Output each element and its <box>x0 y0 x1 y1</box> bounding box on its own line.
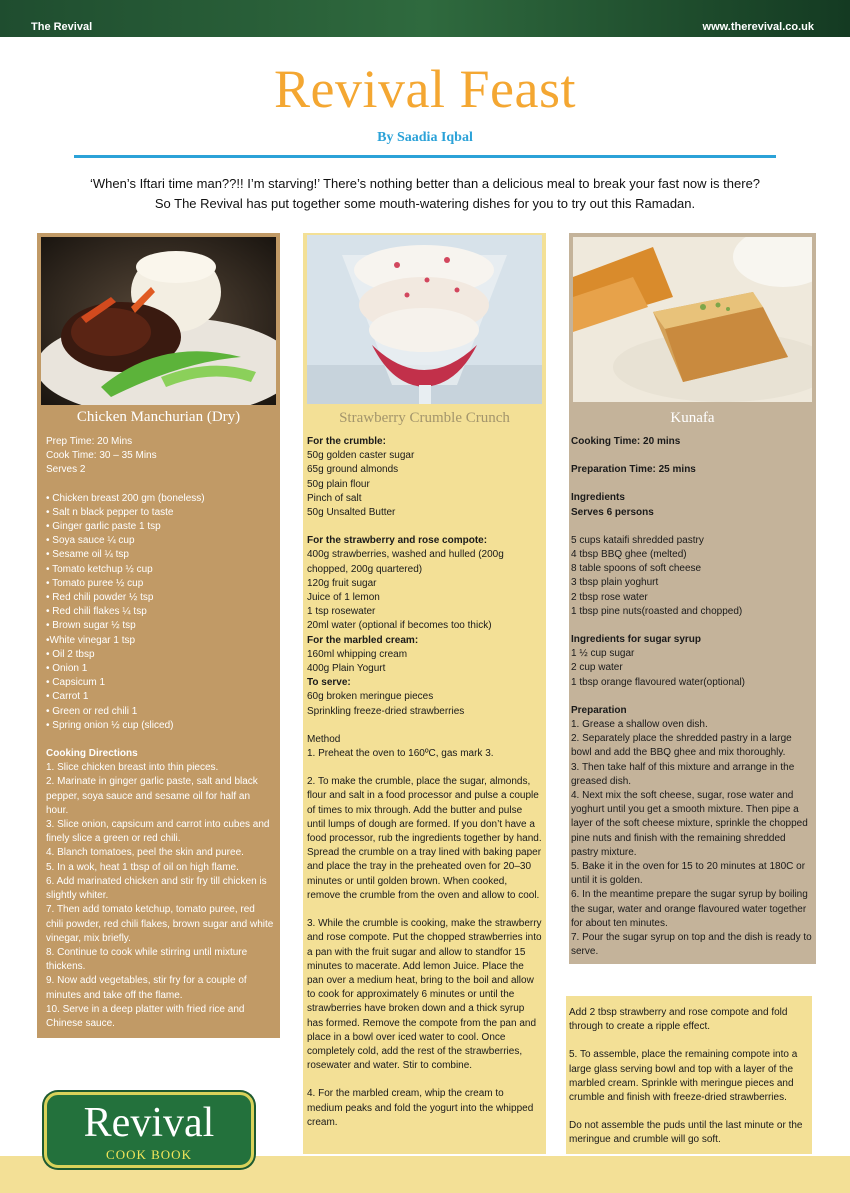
publication-name: The Revival <box>31 21 93 33</box>
preparation-step: 4. Next mix the soft cheese, sugar, rose water and yoghurt until you get a smooth mixture. Then pipe a layer of the soft cheese mixture, sprinkle the chopped pine nuts and finish with the remaining shredded pastry mixture. <box>571 790 808 858</box>
section-heading: Method <box>307 733 341 745</box>
kunafa-photo <box>573 237 812 402</box>
ingredient-item: 3 tbsp plain yoghurt <box>571 577 659 589</box>
logo-subtitle: COOK BOOK <box>106 1147 192 1162</box>
byline: By Saadia Iqbal <box>377 130 473 145</box>
ingredient-item: • Tomato ketchup ½ cup <box>46 563 153 575</box>
ingredient-item: Sprinkling freeze-dried strawberries <box>307 705 465 717</box>
direction-step: 9. Now add vegetables, stir fry for a couple of minutes and take off the flame. <box>46 975 247 1001</box>
ingredient-item: 50g golden caster sugar <box>307 450 415 462</box>
ingredient-item: Juice of 1 lemon <box>307 592 380 604</box>
ingredient-item: 2 tbsp rose water <box>571 591 648 603</box>
ingredient-item: 50g plain flour <box>307 478 370 490</box>
method-step: 1. Preheat the oven to 160ºC, gas mark 3. <box>307 748 494 760</box>
ingredient-item: 60g broken meringue pieces <box>307 691 434 703</box>
ingredient-item: • Capsicum 1 <box>46 677 106 689</box>
direction-step: 4. Blanch tomatoes, peel the skin and puree. <box>46 847 244 859</box>
ingredient-item: 1 tsp rosewater <box>307 606 376 618</box>
method-step: 2. To make the crumble, place the sugar, almonds, flour and salt in a food processor and pulse a couple of times to mix through. Add the butter and pulse until lumps of dough are formed. If you don’t have a food processor, rub the ingredients together by hand. Spread the crumble on a tray lined with baking paper and place the tray in the preheated oven for 20–30 minutes or until golden brown. When cooked, remove the crumble from the oven and allow to cool. <box>307 776 542 901</box>
chicken-manchurian-photo <box>41 237 276 405</box>
method-step: 4. For the marbled cream, whip the cream to medium peaks and fold the yogurt into the whipped cream. <box>307 1088 534 1128</box>
direction-step: 8. Continue to cook while stirring until mixture thickens. <box>46 946 248 973</box>
intro-line: ‘When’s Iftari time man??!! I’m starving!’ There’s nothing better than a delicious meal to break your fast now is there? <box>89 176 761 191</box>
preparation-step: 5. Bake it in the oven for 15 to 20 minutes at 180C or until it is golden. <box>571 861 806 887</box>
serves: Serves 6 persons <box>571 506 654 518</box>
ingredient-item: • Soya sauce ¼ cup <box>46 535 135 547</box>
website-url[interactable]: www.therevival.co.uk <box>702 21 814 33</box>
ingredient-item: • Sesame oil ¼ tsp <box>46 549 129 561</box>
ingredient-item: 2 cup water <box>571 662 623 674</box>
preparation-step: 1. Grease a shallow oven dish. <box>571 719 708 731</box>
method-step: Add 2 tbsp strawberry and rose compote and fold through to create a ripple effect. <box>569 1007 788 1033</box>
page-title: Revival Feast <box>274 59 576 119</box>
logo-wordmark: Revival <box>83 1100 215 1146</box>
ingredient-item: 1 tbsp orange flavoured water(optional) <box>571 676 745 688</box>
section-heading: For the marbled cream: <box>307 634 419 646</box>
preparation-step: 3. Then take half of this mixture and arrange in the greased dish. <box>571 761 795 787</box>
ingredient-item: •White vinegar 1 tsp <box>46 634 136 646</box>
method-step: 3. While the crumble is cooking, make the strawberry and rose compote. Put the chopped strawberries into a pan with the fruit sugar and allow to standfor 15 minutes to macerate. Add lemon Juice. Place the pan over a medium heat, bring to the boil and allow to cook for approximately 6 minutes or until the strawberries have broken down and a thick syrup has formed. Remove the compote from the pan and place in a bowl over iced water to cool. Once completely cold, add the rest of the strawberries, rosewater and water. Stir to combine. <box>307 918 542 1072</box>
preparation-step: 6. In the meantime prepare the sugar syrup by boiling the sugar, water and orange flavoured water together for about ten minutes. <box>571 889 808 929</box>
top-banner <box>0 0 850 37</box>
section-heading: For the strawberry and rose compote: <box>307 535 488 547</box>
recipe-title: Kunafa <box>670 410 715 426</box>
ingredient-item: 160ml whipping cream <box>307 648 408 660</box>
ingredient-item: • Tomato puree ½ cup <box>46 577 144 589</box>
recipe-title: Chicken Manchurian (Dry) <box>76 409 241 425</box>
section-heading: To serve: <box>307 677 351 689</box>
ingredient-item: • Onion 1 <box>46 663 88 675</box>
prep-time: Prep Time: 20 Mins <box>46 436 133 447</box>
ingredient-item: 20ml water (optional if becomes too thick) <box>307 620 492 632</box>
cook-time: Cooking Time: 20 mins <box>571 436 681 447</box>
ingredient-item: 65g ground almonds <box>307 464 399 476</box>
ingredient-item: 400g Plain Yogurt <box>307 663 386 675</box>
ingredient-item: • Red chili flakes ¼ tsp <box>46 606 147 618</box>
revival-cookbook-logo <box>44 1092 254 1168</box>
ingredient-item: 1 tbsp pine nuts(roasted and chopped) <box>571 605 743 617</box>
method-step: 5. To assemble, place the remaining compote into a large glass serving bowl and top with a layer of the marbled cream. Sprinkle with meringue pieces and crumble and finish with freeze-dried strawberries. <box>569 1049 798 1104</box>
direction-step: 7. Then add tomato ketchup, tomato puree, red chili powder, red chili flakes, brown sugar and white vinegar, mix briefly. <box>46 904 274 944</box>
ingredient-item: • Chicken breast 200 gm (boneless) <box>46 492 205 504</box>
ingredient-item: 4 tbsp BBQ ghee (melted) <box>571 549 687 561</box>
recipe-title: Strawberry Crumble Crunch <box>339 410 510 426</box>
continuation-body <box>569 1006 806 1148</box>
strawberry-crumble-photo <box>307 235 542 404</box>
serves: Serves 2 <box>46 464 86 476</box>
recipe-body <box>46 435 274 1031</box>
ingredient-item: 120g fruit sugar <box>307 577 377 589</box>
ingredient-item: • Brown sugar ½ tsp <box>46 620 136 632</box>
direction-step: 2. Marinate in ginger garlic paste, salt and black pepper, soya sauce and sesame oil for half an hour. <box>46 776 258 816</box>
section-heading: Ingredients for sugar syrup <box>571 634 702 646</box>
recipe-body <box>307 435 542 1130</box>
recipe-card-kunafa <box>569 233 816 964</box>
title-divider <box>74 155 776 158</box>
section-heading: Cooking Directions <box>46 748 138 760</box>
ingredient-item: • Salt n black pepper to taste <box>46 506 174 518</box>
section-heading: Ingredients <box>571 492 625 504</box>
recipe-card-chicken-manchurian <box>37 233 280 1038</box>
preparation-step: 2. Separately place the shredded pastry in a large bowl and add the BBQ ghee and mix thoroughly. <box>571 733 792 759</box>
prep-time: Preparation Time: 25 mins <box>571 464 696 476</box>
ingredient-item: 1 ½ cup sugar <box>571 648 635 660</box>
preparation-step: 7. Pour the sugar syrup on top and the dish is ready to serve. <box>571 932 812 958</box>
ingredient-item: • Oil 2 tbsp <box>46 648 95 660</box>
direction-step: 1. Slice chicken breast into thin pieces. <box>46 762 219 774</box>
ingredient-item: • Ginger garlic paste 1 tsp <box>46 521 161 533</box>
recipe-card-strawberry-crumble <box>303 233 546 1154</box>
recipe-body <box>571 435 812 960</box>
intro-text <box>40 174 810 214</box>
direction-step: 6. Add marinated chicken and stir fry till chicken is slightly whiter. <box>46 875 267 902</box>
intro-line: So The Revival has put together some mouth-watering dishes for you to try out this Ramadan. <box>154 196 696 211</box>
ingredient-item: • Red chili powder ½ tsp <box>46 592 154 604</box>
strawberry-crumble-continuation <box>566 996 812 1154</box>
ingredient-item: 400g strawberries, washed and hulled (200g chopped, 200g quartered) <box>307 549 504 575</box>
direction-step: 3. Slice onion, capsicum and carrot into cubes and finely slice a green or red chili. <box>46 819 270 845</box>
ingredient-item: • Carrot 1 <box>46 691 89 703</box>
section-heading: Preparation <box>571 704 627 716</box>
direction-step: 10. Serve in a deep platter with fried rice and Chinese sauce. <box>46 1003 245 1029</box>
ingredient-item: Pinch of salt <box>307 492 362 504</box>
ingredient-item: 5 cups kataifi shredded pastry <box>571 534 704 546</box>
cook-time: Cook Time: 30 – 35 Mins <box>46 450 157 462</box>
method-step: Do not assemble the puds until the last minute or the meringue and crumble will go soft. <box>569 1120 803 1146</box>
section-heading: For the crumble: <box>307 436 386 447</box>
ingredient-item: 50g Unsalted Butter <box>307 507 396 519</box>
ingredient-item: 8 table spoons of soft cheese <box>571 563 702 575</box>
ingredient-item: • Green or red chili 1 <box>46 705 138 717</box>
direction-step: 5. In a wok, heat 1 tbsp of oil on high flame. <box>46 861 239 873</box>
ingredient-item: • Spring onion ½ cup (sliced) <box>46 719 174 731</box>
